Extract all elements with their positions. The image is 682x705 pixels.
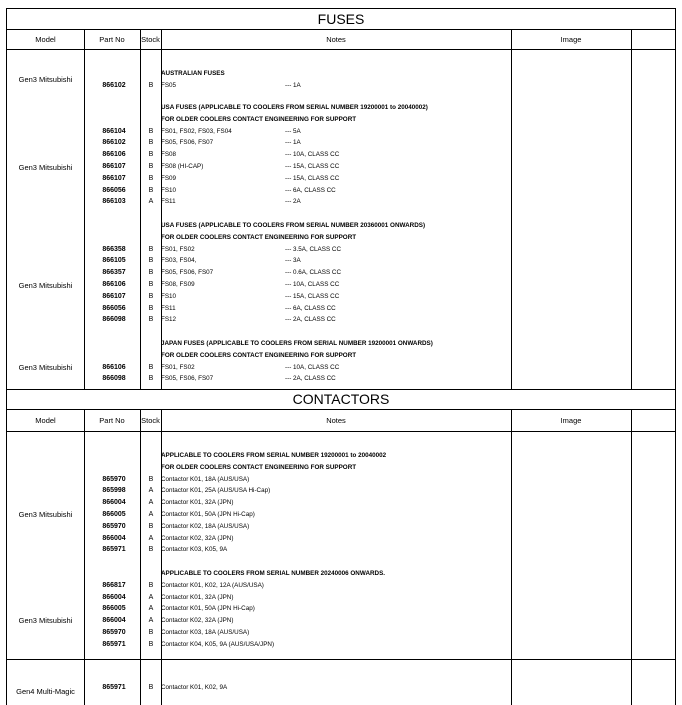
note-heading: JAPAN FUSES (APPLICABLE TO COOLERS FROM SERIAL NUMBER 19200001 ONWARDS) [161,340,433,347]
note-value: --- 2A, CLASS CC [285,316,336,324]
note-item: FS11 [161,304,176,312]
note-item: Contactor K03, K05, 9A [161,546,228,554]
part-number: 865970 [102,522,126,530]
note-item: Contactor K02, 18A (AUS/USA) [161,522,250,530]
stock-code: B [148,581,154,589]
stock-code: A [148,617,154,625]
part-number: 866107 [102,163,126,170]
part-number: 866107 [102,174,126,182]
note-item: FS12 [161,316,177,324]
note-value: --- 1A [285,81,301,89]
col-notes: Notes [326,416,346,425]
col-part-no: Part No [99,35,125,44]
part-number: 866106 [102,281,126,288]
part-number: 866358 [102,245,126,253]
note-item: Contactor K01, 18A (AUS/USA) [161,475,250,483]
note-value: --- 15A, CLASS CC [285,163,340,170]
note-heading: FOR OLDER COOLERS CONTACT ENGINEERING FOR SUPPORT [161,233,357,241]
stock-code: B [148,257,154,265]
fuses-title: FUSES [6,8,676,30]
part-number: 865971 [102,546,126,554]
note-value: --- 10A, CLASS CC [285,281,340,288]
stock-code: B [148,522,154,530]
model-name: Gen3 Mitsubishi [18,510,73,519]
part-number: 866357 [102,269,126,277]
note-item: Contactor K01, 32A (JPN) [161,593,234,601]
col-stock: Stock [141,416,160,425]
stock-code: B [148,81,154,89]
note-heading: AUSTRALIAN FUSES [161,70,225,77]
note-item: Contactor K03, 18A (AUS/USA) [161,629,250,636]
note-heading: APPLICABLE TO COOLERS FROM SERIAL NUMBER 20240006 ONWARDS. [161,570,386,577]
part-number: 866098 [102,316,126,324]
note-item: FS11 [161,198,176,206]
stock-code: B [148,475,154,483]
note-value: --- 0.6A, CLASS CC [285,269,341,277]
part-number: 866004 [102,499,126,507]
part-number: 866005 [102,511,126,518]
contactors-title: CONTACTORS [6,390,676,410]
stock-code: B [148,269,154,277]
fuses-column-header [6,30,676,50]
note-item: Contactor K01, 25A (AUS/USA Hi-Cap) [161,487,271,495]
note-item: FS05, FS06, FS07 [161,375,214,383]
note-value: --- 6A, CLASS CC [285,186,336,194]
stock-code: A [148,198,154,206]
note-value: --- 3A [285,257,301,265]
stock-code: B [148,127,154,135]
part-number: 866056 [102,304,126,312]
col-stock: Stock [141,35,160,44]
stock-code: B [148,163,154,170]
note-item: Contactor K04, K05, 9A (AUS/USA/JPN) [161,640,275,648]
part-number: 866102 [102,139,126,147]
note-item: FS08, FS09 [161,281,195,288]
model-name: Gen3 Mitsubishi [18,163,73,172]
note-value: --- 15A, CLASS CC [285,292,340,300]
col-model: Model [35,416,56,425]
note-value: --- 6A, CLASS CC [285,304,336,312]
stock-code: B [148,640,154,648]
stock-code: B [148,684,154,691]
contactors-column-header [6,410,676,432]
stock-code: B [148,151,154,159]
part-number: 866817 [102,581,126,589]
part-number: 866098 [102,375,126,383]
stock-code: A [148,534,154,542]
part-number: 866004 [102,617,126,625]
note-item: FS01, FS02 [161,245,195,253]
col-notes: Notes [326,35,346,44]
stock-code: A [148,605,154,613]
note-heading: APPLICABLE TO COOLERS FROM SERIAL NUMBER 19200001 to 20040002 [161,452,387,459]
part-number: 866103 [102,198,126,206]
note-item: Contactor K01, K02, 9A [161,684,228,691]
stock-code: B [148,546,154,554]
stock-code: A [148,499,154,507]
note-value: --- 2A, CLASS CC [285,375,336,383]
note-heading: USA FUSES (APPLICABLE TO COOLERS FROM SERIAL NUMBER 20360001 ONWARDS) [161,222,426,229]
part-number: 866004 [102,534,126,542]
part-number: 866104 [102,127,126,135]
note-item: FS05 [161,81,177,89]
note-value: --- 5A [285,127,301,135]
stock-code: B [148,186,154,194]
stock-code: A [148,487,154,495]
note-item: FS03, FS04, [161,257,197,265]
parts-sheet [6,8,676,705]
note-item: FS09 [161,174,177,182]
note-item: Contactor K01, 50A (JPN Hi-Cap) [161,511,255,518]
stock-code: B [148,139,154,147]
stock-code: B [148,174,154,182]
note-item: FS08 (HI-CAP) [161,163,204,170]
note-item: Contactor K01, 32A (JPN) [161,499,234,507]
col-image: Image [560,416,582,425]
note-item: FS08 [161,151,177,159]
col-image: Image [560,35,582,44]
note-heading: FOR OLDER COOLERS CONTACT ENGINEERING FOR SUPPORT [161,463,357,471]
note-heading: FOR OLDER COOLERS CONTACT ENGINEERING FOR SUPPORT [161,351,357,359]
model-name: Gen3 Mitsubishi [18,75,73,84]
contactors-table [6,432,676,705]
part-number: 866106 [102,363,126,371]
note-item: FS10 [161,292,177,300]
stock-code: B [148,281,154,288]
stock-code: A [148,511,154,518]
part-number: 866056 [102,186,126,194]
note-value: --- 3.5A, CLASS CC [285,245,341,253]
part-number: 866004 [102,593,126,601]
note-item: FS10 [161,186,177,194]
stock-code: A [148,593,154,601]
note-item: Contactor K02, 32A (JPN) [161,617,234,625]
note-item: FS01, FS02 [161,363,195,371]
note-heading: USA FUSES (APPLICABLE TO COOLERS FROM SERIAL NUMBER 19200001 to 20040002) [161,104,428,111]
part-number: 866106 [102,151,126,159]
note-item: Contactor K01, K02, 12A (AUS/USA) [161,581,264,589]
stock-code: B [148,245,154,253]
part-number: 865998 [102,487,126,495]
stock-code: B [148,304,154,312]
note-item: FS01, FS02, FS03, FS04 [161,127,232,135]
col-part-no: Part No [99,416,125,425]
stock-code: B [148,363,154,371]
stock-code: B [148,292,154,300]
model-name: Gen3 Mitsubishi [18,616,73,625]
stock-code: B [148,629,154,636]
note-value: --- 2A [285,198,301,206]
part-number: 865970 [102,475,126,483]
stock-code: B [148,375,154,383]
stock-code: B [148,316,154,324]
note-value: --- 10A, CLASS CC [285,363,340,371]
part-number: 866102 [102,81,126,89]
part-number: 865971 [102,640,126,648]
note-item: FS05, FS06, FS07 [161,139,214,147]
note-item: FS05, FS06, FS07 [161,269,214,277]
note-value: --- 1A [285,139,301,147]
model-name: Gen3 Mitsubishi [18,281,73,290]
part-number: 865971 [102,684,126,691]
note-value: --- 10A, CLASS CC [285,151,340,159]
col-model: Model [35,35,56,44]
part-number: 866105 [102,257,126,265]
part-number: 866005 [102,605,126,613]
note-value: --- 15A, CLASS CC [285,174,340,182]
part-number: 866107 [102,292,126,300]
fuses-table [6,50,676,390]
note-heading: FOR OLDER COOLERS CONTACT ENGINEERING FOR SUPPORT [161,115,357,123]
part-number: 865970 [102,629,126,636]
note-item: Contactor K01, 50A (JPN Hi-Cap) [161,605,255,613]
model-name: Gen4 Multi-Magic [16,687,75,696]
model-name: Gen3 Mitsubishi [18,363,73,372]
note-item: Contactor K02, 32A (JPN) [161,534,234,542]
